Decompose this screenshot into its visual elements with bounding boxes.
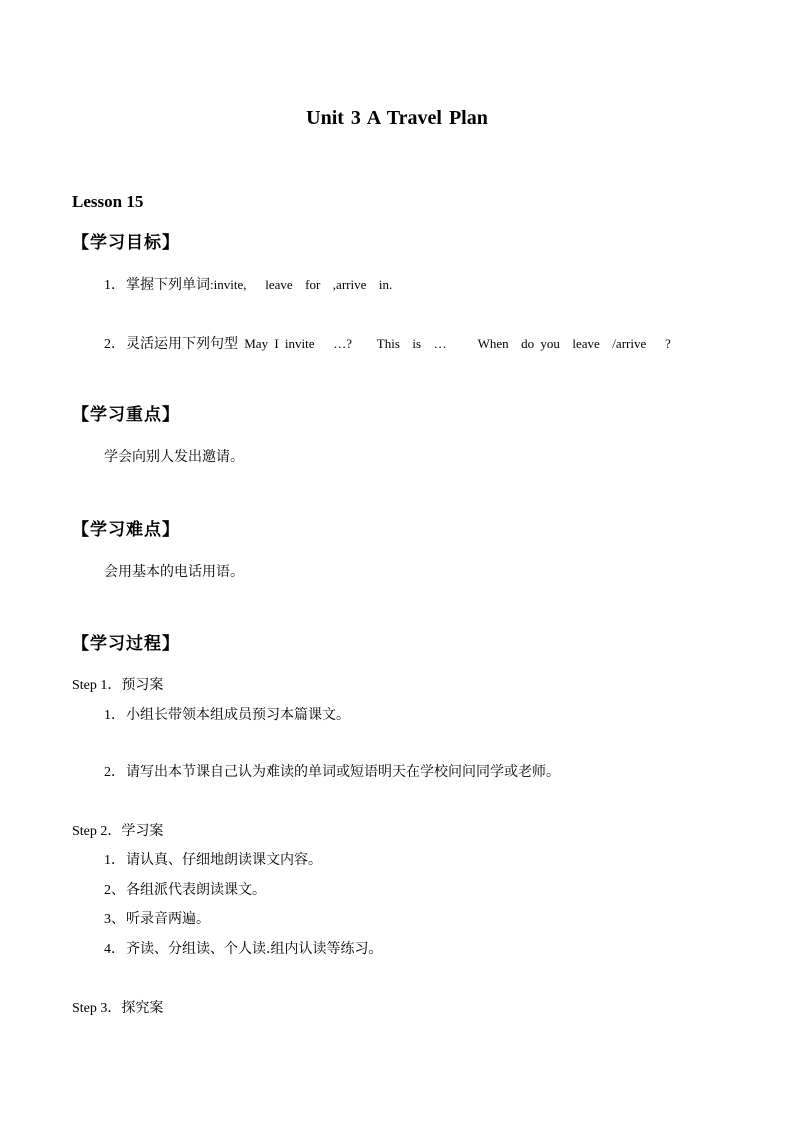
difficulties-heading: 【学习难点】: [72, 520, 180, 540]
process-heading: 【学习过程】: [72, 634, 180, 654]
step3-label: [72, 1001, 163, 1016]
objective-item-2-zh: 灵活运用下列句型: [126, 336, 238, 352]
step2-item-2: [104, 883, 266, 898]
objectives-heading: 【学习目标】: [72, 233, 180, 253]
key-points-heading: 【学习重点】: [72, 405, 180, 425]
step2-item-4: [104, 942, 382, 957]
step2-zh: 学习案: [121, 823, 164, 839]
step1-item-1: [104, 708, 350, 723]
step1-item-2: [104, 765, 560, 780]
step1-item-1-num: 1．: [104, 708, 125, 723]
step1-zh: 预习案: [121, 677, 164, 693]
objective-item-2-num: 2．: [104, 337, 125, 352]
step3-en: Step 3．: [72, 1001, 122, 1016]
objective-item-2: [104, 337, 671, 352]
step2-label: [72, 824, 163, 839]
objective-item-1: [104, 278, 392, 293]
difficulties-text: 会用基本的电话用语。: [104, 564, 244, 580]
step1-item-1-text: 小组长带领本组成员预习本篇课文。: [126, 707, 350, 723]
objective-item-1-en: :invite, leave for ,arrive in.: [210, 277, 393, 292]
step1-en: Step 1．: [72, 678, 122, 693]
step2-item-1-num: 1．: [104, 853, 125, 868]
objective-item-2-en: May I invite …? This is … When do you leave /arrive ?: [238, 336, 671, 351]
step2-item-3: [104, 912, 210, 927]
objective-item-1-num: 1．: [104, 278, 125, 293]
step2-item-3-num: 3、: [104, 912, 125, 927]
lesson-label: Lesson 15: [72, 192, 144, 211]
step2-item-2-num: 2、: [104, 883, 125, 898]
step1-item-2-text: 请写出本节课自己认为难读的单词或短语明天在学校问问同学或老师。: [126, 764, 560, 780]
step3-zh: 探究案: [121, 1000, 164, 1016]
step2-item-3-text: 听录音两遍。: [126, 911, 210, 927]
step1-label: [72, 678, 163, 693]
document-title: Unit 3 A Travel Plan: [306, 107, 488, 129]
step2-item-2-text: 各组派代表朗读课文。: [126, 882, 266, 898]
step2-item-4-text: 齐读、分组读、个人读.组内认读等练习。: [126, 941, 383, 957]
step2-en: Step 2．: [72, 824, 122, 839]
step2-item-1: [104, 853, 322, 868]
step2-item-4-num: 4．: [104, 942, 125, 957]
step2-item-1-text: 请认真、仔细地朗读课文内容。: [126, 852, 322, 868]
objective-item-1-zh: 掌握下列单词: [126, 277, 210, 293]
key-points-text: 学会向别人发出邀请。: [104, 449, 244, 465]
step1-item-2-num: 2．: [104, 765, 125, 780]
